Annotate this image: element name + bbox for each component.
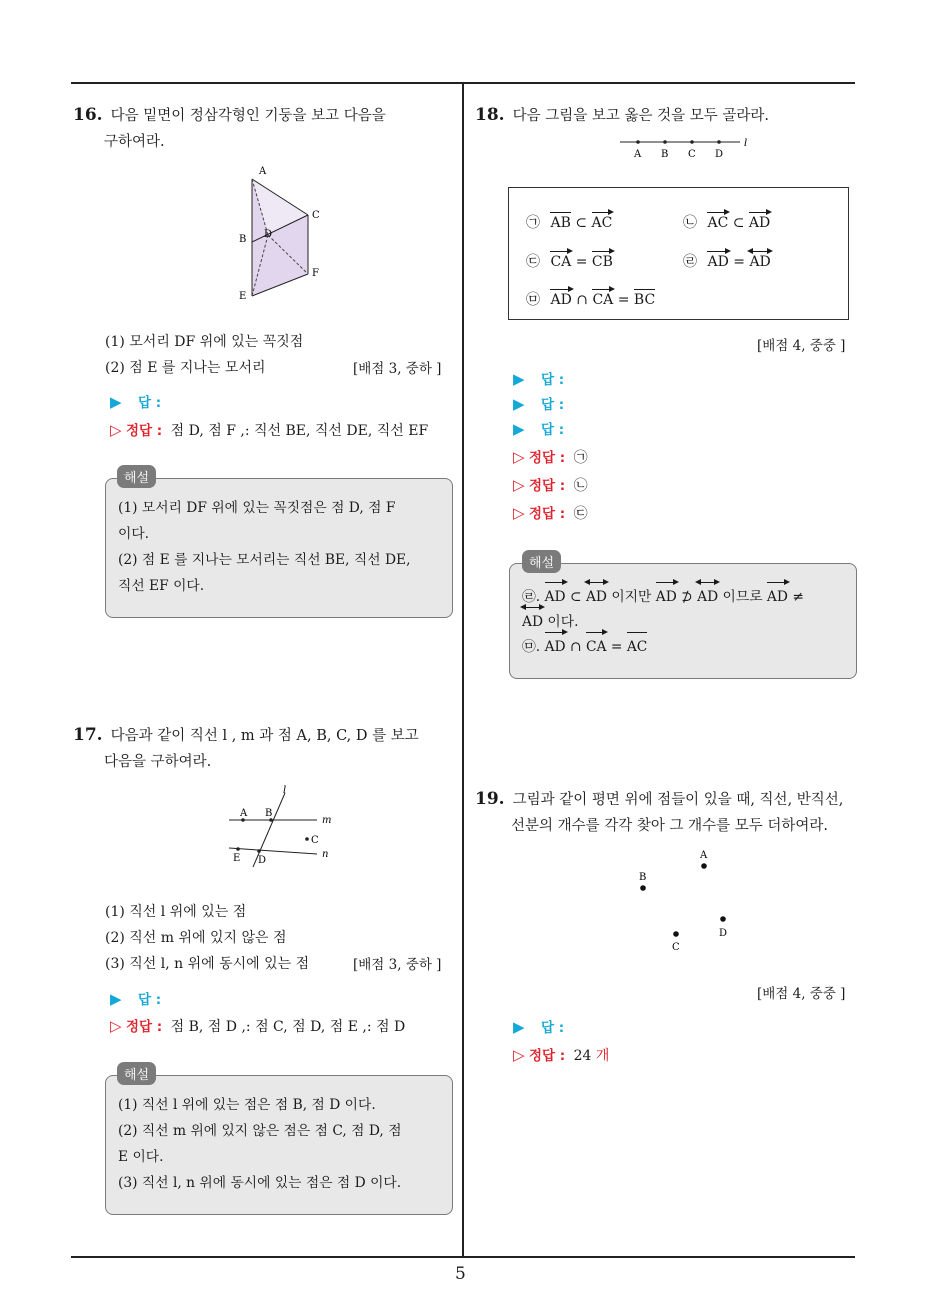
q17-label-c: C [311,835,319,846]
q18-option-1-mark: ㉠ [526,215,540,231]
q16-label-d: D [264,229,273,240]
q16-correct-row [110,419,428,440]
q18-point-a [636,140,640,144]
q18-correct-row-2 [513,474,588,495]
q18-explanation-tag: 해설 [522,550,561,573]
q18-correct-row-1 [513,446,588,467]
q17-label-n: n [322,849,329,860]
q18-expl-line-2 [522,610,852,635]
q17-label-m: m [322,815,332,826]
q18-option-4-mark: ㉣ [683,254,697,270]
q18-option-2 [683,212,770,232]
q16-label-b: B [239,234,247,245]
q16-score: [배점 3, 중하 ] [353,361,442,377]
q17-expl-line: E 이다. [118,1149,164,1165]
q17-answer-row [110,988,161,1008]
q18-label-d: D [715,149,724,160]
q19-label-c: C [672,942,680,953]
q16-answer-row [110,391,161,411]
q17-point-d [257,849,261,853]
q19-correct-unit: 개 [595,1048,610,1064]
q17-correct-row [110,1015,405,1036]
q18-option-5-mark: ㉤ [526,292,540,308]
q16-correct-label: 정답 : [126,423,163,439]
intersection-symbol: ∩ [570,639,582,655]
q18-correct-value: ㉠ [573,450,588,466]
q16-label-f: F [312,268,319,279]
q18-label-l: l [744,138,748,149]
q18-option-3-mark: ㉢ [526,254,540,270]
line-ad: AD [522,610,543,635]
q19-correct-label: 정답 : [529,1048,566,1064]
q18-answer-row-1 [513,368,564,388]
q16-explanation-tag: 해설 [117,465,156,488]
page-number: 5 [455,1264,466,1284]
q18-expl-mark: ㉤. [522,639,541,655]
q18-option-5 [526,289,655,309]
q19-label-b: B [639,872,647,883]
ray-ad: AD [656,585,677,610]
q16-answer-label: 답 : [138,395,162,411]
q17-lines-figure [225,783,340,868]
q18-score: [배점 4, 중중 ] [757,338,846,354]
q18-number: 18. [475,105,505,125]
ray-ca: CA [550,254,572,270]
q19-point-a [701,863,707,869]
q17-line-n [229,848,317,854]
column-divider [462,82,464,1258]
q18-correct-value: ㉢ [573,506,588,522]
q18-answer-row-3 [513,418,564,438]
ray-ac: AC [591,215,613,231]
q18-option-3 [526,251,613,271]
equals-symbol: = [733,254,745,270]
q18-correct-arrow-icon: ▷ [513,476,525,494]
q16-expl-line: 이다. [118,526,150,542]
q17-point-e [236,847,240,851]
q17-item1: (1) 직선 l 위에 있는 점 [105,904,247,920]
q17-point-c [305,837,309,841]
q16-expl-line: (2) 점 E 를 지나는 모서리는 직선 BE, 직선 DE, [118,552,411,568]
line-ad: AD [586,585,607,610]
ray-ca: CA [586,635,607,660]
q18-correct-label: 정답 : [529,478,566,494]
q18-answer-label: 답 : [541,372,565,388]
q17-expl-line: (2) 직선 m 위에 있지 않은 점은 점 C, 점 D, 점 [118,1123,402,1139]
q17-correct-arrow-icon: ▷ [110,1017,122,1035]
q18-correct-arrow-icon: ▷ [513,448,525,466]
q18-line-figure [615,132,755,162]
q18-answer-arrow-icon: ▶ [513,370,525,388]
equals-symbol: = [575,254,588,270]
q18-point-d [717,140,721,144]
q18-option-4 [683,251,771,271]
ray-ac: AC [707,215,729,231]
q18-correct-arrow-icon: ▷ [513,504,525,522]
q17-label-e: E [233,853,241,864]
q18-expl-line-1 [522,585,852,610]
bottom-rule [71,1256,855,1258]
q17-answer-label: 답 : [138,992,162,1008]
q16-label-a: A [259,166,267,177]
q16-expl-line: (1) 모서리 DF 위에 있는 꼭짓점은 점 D, 점 F [118,500,396,516]
q19-text-line2: 선분의 개수를 각각 찾아 그 개수를 모두 더하여라. [511,818,829,834]
q18-text: 다음 그림을 보고 옳은 것을 모두 골라라. [512,108,769,124]
q18-correct-label: 정답 : [529,506,566,522]
q16-item2: (2) 점 E 를 지나는 모서리 [105,360,266,376]
q17-correct-label: 정답 : [126,1019,163,1035]
q16-number: 16. [73,105,103,125]
not-equal-symbol: ≠ [792,589,804,605]
q18-label-c: C [688,149,696,160]
q19-text-line1: 그림과 같이 평면 위에 점들이 있을 때, 직선, 반직선, [512,792,844,808]
q17-label-l: l [283,785,287,796]
subset-symbol: ⊂ [732,215,745,231]
q17-question [73,722,458,775]
q16-text-line1: 다음 밑면이 정삼각형인 기둥을 보고 다음을 [110,108,386,124]
q16-explanation-text [118,495,448,599]
q19-answer-arrow-icon: ▶ [513,1018,525,1036]
line-ad: AD [697,585,718,610]
q19-answer-row [513,1016,564,1036]
q16-label-e: E [239,291,247,302]
q17-explanation-text [118,1092,448,1196]
ray-ad: AD [748,215,771,231]
q18-expl-line-3 [522,635,852,660]
q18-correct-value: ㉡ [573,478,588,494]
segment-bc: BC [633,292,656,308]
not-superset-symbol: ⊅ [681,589,693,605]
q18-correct-row-3 [513,502,588,523]
ray-ad: AD [545,585,566,610]
q17-explanation-tag: 해설 [117,1062,156,1085]
ray-cb: CB [591,254,613,270]
q16-prism-figure [230,160,330,305]
q17-item3: (3) 직선 l, n 위에 동시에 있는 점 [105,956,310,972]
q19-correct-row [513,1044,609,1065]
q18-label-a: A [634,149,642,160]
q17-label-a: A [240,808,248,819]
subset-symbol: ⊂ [570,589,582,605]
q18-correct-label: 정답 : [529,450,566,466]
q18-option-2-mark: ㉡ [683,215,697,231]
q17-number: 17. [73,725,103,745]
q19-point-b [640,885,646,891]
q16-question [73,102,458,155]
q19-correct-value: 24 [573,1048,592,1064]
q18-question [475,102,769,129]
q19-answer-label: 답 : [541,1020,565,1036]
q18-option-1 [526,212,612,232]
q17-item2: (2) 직선 m 위에 있지 않은 점 [105,930,287,946]
q16-correct-value: 점 D, 점 F ,: 직선 BE, 직선 DE, 직선 EF [170,423,429,439]
q19-label-a: A [700,850,708,861]
ray-ad: AD [767,585,788,610]
q16-text-line2: 구하여라. [104,134,165,150]
q18-expl-mark: ㉣. [522,589,541,605]
q18-expl-word: 이다. [547,614,579,630]
q19-point-d [720,916,726,922]
ray-ad: AD [550,292,572,308]
q17-text-line2: 다음을 구하여라. [104,754,212,770]
equals-symbol: = [610,639,623,655]
q19-point-c [673,931,679,937]
ray-ad: AD [707,254,729,270]
q16-label-c: C [312,210,320,221]
q18-explanation-text [522,585,852,660]
q16-expl-line: 직선 EF 이다. [118,578,205,594]
q18-answer-arrow-icon: ▶ [513,420,525,438]
q17-answer-arrow-icon: ▶ [110,990,122,1008]
q18-label-b: B [661,149,669,160]
q18-expl-word: 이지만 [611,589,652,605]
ray-ca: CA [592,292,614,308]
q16-answer-arrow-icon: ▶ [110,393,122,411]
subset-symbol: ⊂ [575,215,588,231]
q18-expl-word: 이므로 [722,589,763,605]
q17-expl-line: (3) 직선 l, n 위에 동시에 있는 점은 점 D 이다. [118,1175,402,1191]
ray-ad: AD [545,635,566,660]
q17-score: [배점 3, 중하 ] [353,957,442,973]
q17-correct-value: 점 B, 점 D ,: 점 C, 점 D, 점 E ,: 점 D [170,1019,406,1035]
q19-score: [배점 4, 중중 ] [757,986,846,1002]
segment-ac: AC [627,635,648,660]
q18-answer-label: 답 : [541,397,565,413]
q19-question [475,786,860,839]
q18-answer-arrow-icon: ▶ [513,395,525,413]
q17-label-b: B [265,808,273,819]
q19-correct-arrow-icon: ▷ [513,1046,525,1064]
q19-points-figure [630,845,740,955]
q18-answer-label: 답 : [541,422,565,438]
q18-point-c [690,140,694,144]
q17-expl-line: (1) 직선 l 위에 있는 점은 점 B, 점 D 이다. [118,1097,376,1113]
q17-text-line1: 다음과 같이 직선 l , m 과 점 A, B, C, D 를 보고 [110,728,419,744]
intersection-symbol: ∩ [576,292,588,308]
q17-label-d: D [258,855,267,866]
q18-answer-row-2 [513,393,564,413]
q18-point-b [663,140,667,144]
q16-item1: (1) 모서리 DF 위에 있는 꼭짓점 [105,334,304,350]
q19-label-d: D [719,928,728,939]
line-ad: AD [749,254,770,270]
q16-correct-arrow-icon: ▷ [110,421,122,439]
q19-number: 19. [475,789,505,809]
segment-ab: AB [550,215,571,231]
equals-symbol: = [617,292,630,308]
